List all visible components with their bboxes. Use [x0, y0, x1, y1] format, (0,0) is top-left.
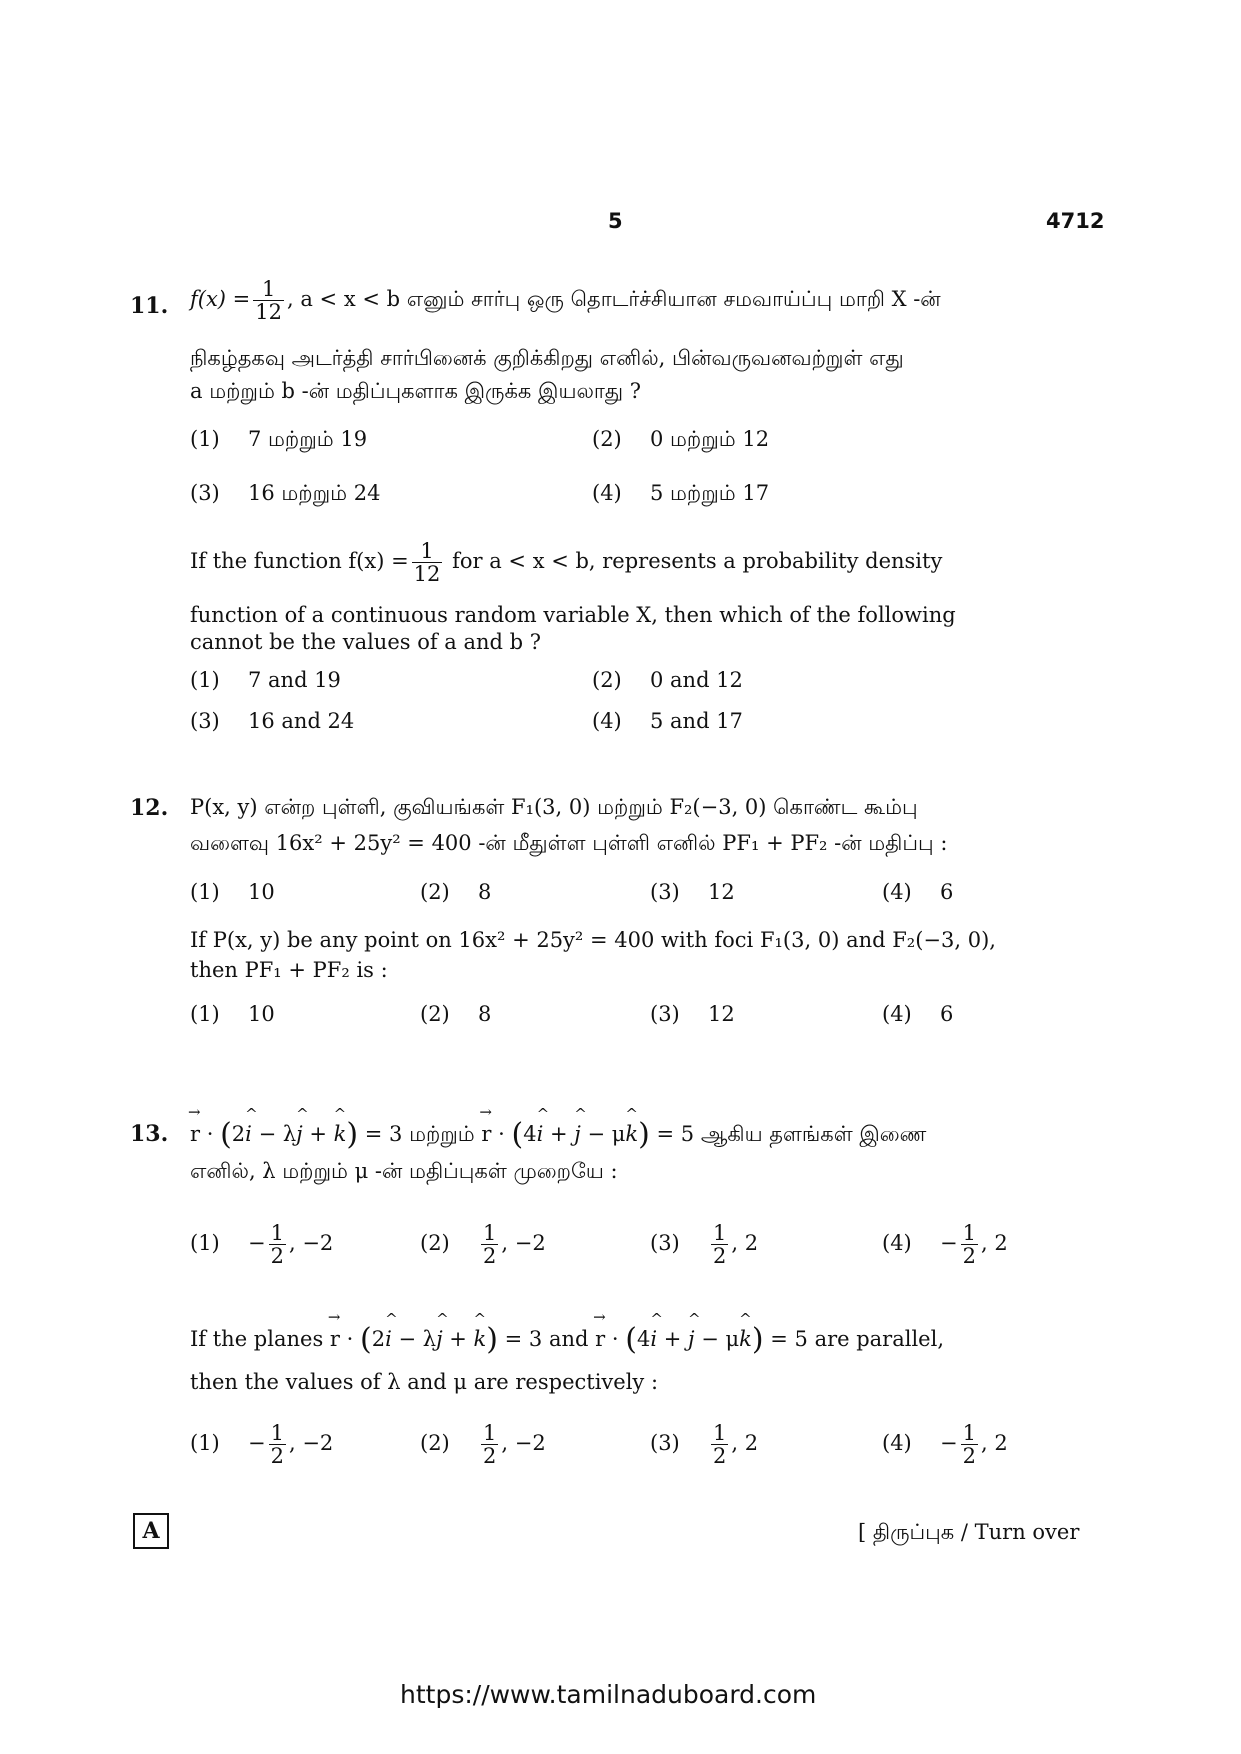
footer-url[interactable]: https://www.tamilnaduboard.com [400, 1680, 817, 1709]
q12-ta-option-4[interactable]: (4) 6 [882, 880, 954, 904]
q12-en-option-2[interactable]: (2) 8 [420, 1002, 492, 1026]
q12-tamil-line1: P(x, y) என்ற புள்ளி, குவியங்கள் F₁(3, 0) மற்றும் F₂(−3, 0) கொண்ட கூம்பு [190, 795, 918, 819]
r-vector: → r [595, 1327, 605, 1351]
q11-en-cond: for a < x < b, represents a probability density [452, 549, 943, 574]
q12-ta-option-2[interactable]: (2) 8 [420, 880, 492, 904]
q11-en-lead: If the function f(x) = [190, 549, 409, 574]
q12-tamil-line2: வளைவு 16x² + 25y² = 400 -ன் மீதுள்ள புள்ளி எனில் PF₁ + PF₂ -ன் மதிப்பு : [190, 831, 948, 855]
q13-ta-option-1[interactable]: (1) − $\frac{1}{2}$ , −2 [190, 1221, 334, 1269]
q11-tamil-line1 [190, 278, 941, 323]
q12-ta-option-1[interactable]: (1) 10 [190, 880, 275, 904]
q11-en-fraction [412, 540, 443, 585]
q11-english-line1 [190, 540, 1055, 585]
q13-ta-option-4[interactable]: (4) − $\frac{1}{2}$ , 2 [882, 1221, 1008, 1269]
page-number: 5 [608, 209, 623, 233]
q13-tamil-line2: எனில், λ மற்றும் μ -ன் மதிப்புகள் முறையே : [190, 1159, 618, 1183]
frac-denominator: 12 [255, 300, 283, 325]
q13-ta-mid: மற்றும் [409, 1122, 475, 1146]
question-11-number: 11. [130, 293, 169, 319]
q11-ta-option-2[interactable]: (2) 0 மற்றும் 12 [592, 427, 770, 451]
q13-ta-tail: ஆகிய தளங்கள் இணை [700, 1122, 927, 1146]
q12-en-option-4[interactable]: (4) 6 [882, 1002, 954, 1026]
q13-english-line1: If the planes → r · (2^ i − λ^ j + ^ k) = 3 and → r · (4^ i + ^ j − μ^ k) = 5 are parallel, [190, 1322, 944, 1357]
r-vector: → r [481, 1122, 491, 1146]
frac-numerator: 1 [253, 278, 284, 301]
q13-ta-option-3[interactable]: (3) $\frac{1}{2}$ , 2 [650, 1221, 759, 1269]
booklet-series-box: A [133, 1513, 169, 1549]
q13-en-option-4[interactable]: (4) − $\frac{1}{2}$ , 2 [882, 1421, 1008, 1469]
question-12-number: 12. [130, 795, 169, 821]
q11-ta-fraction [253, 278, 284, 323]
q12-ta-option-3[interactable]: (3) 12 [650, 880, 735, 904]
q11-tamil-line3: a மற்றும் b -ன் மதிப்புகளாக இருக்க இயலாது ? [190, 379, 641, 403]
question-13-number: 13. [130, 1121, 169, 1147]
q12-english-line2: then PF₁ + PF₂ is : [190, 958, 388, 982]
q13-en-option-1[interactable]: (1) − $\frac{1}{2}$ , −2 [190, 1421, 334, 1469]
q11-en-option-4[interactable]: (4) 5 and 17 [592, 709, 743, 733]
q11-en-option-2[interactable]: (2) 0 and 12 [592, 668, 743, 692]
frac-numerator: 1 [412, 540, 443, 563]
q13-en-option-3[interactable]: (3) $\frac{1}{2}$ , 2 [650, 1421, 759, 1469]
q11-english-line3: cannot be the values of a and b ? [190, 630, 542, 654]
paper-code: 4712 [1046, 209, 1105, 233]
q13-ta-option-2[interactable]: (2) $\frac{1}{2}$ , −2 [420, 1221, 546, 1269]
q13-en-mid: and [548, 1327, 589, 1351]
q11-tamil-line2: நிகழ்தகவு அடர்த்தி சார்பினைக் குறிக்கிறது எனில், பின்வருவனவற்றுள் எது [190, 346, 904, 370]
r-vector: → r [330, 1327, 340, 1351]
q13-english-line2: then the values of λ and μ are respectively : [190, 1370, 659, 1394]
q11-en-option-1[interactable]: (1) 7 and 19 [190, 668, 341, 692]
frac-denominator: 12 [413, 562, 441, 587]
q13-tamil-line1: → r · (2^ i − λ^ j + ^ k) = 3 மற்றும் → r · (4^ i + ^ j − μ^ k) = 5 ஆகிய தளங்கள் இணை [190, 1117, 926, 1152]
q12-english-line1: If P(x, y) be any point on 16x² + 25y² = 400 with foci F₁(3, 0) and F₂(−3, 0), [190, 928, 996, 952]
q11-en-option-3[interactable]: (3) 16 and 24 [190, 709, 355, 733]
q11-ta-option-1[interactable]: (1) 7 மற்றும் 19 [190, 427, 368, 451]
turn-over-note: [ திருப்புக / Turn over [858, 1520, 1080, 1544]
q12-en-option-1[interactable]: (1) 10 [190, 1002, 275, 1026]
q11-ta-option-3[interactable]: (3) 16 மற்றும் 24 [190, 481, 381, 505]
q11-ta-lead: f(x) = [190, 287, 251, 312]
q13-en-option-2[interactable]: (2) $\frac{1}{2}$ , −2 [420, 1421, 546, 1469]
r-vector: → r [190, 1122, 200, 1146]
q11-english-line2: function of a continuous random variable X, then which of the following [190, 603, 956, 627]
q11-ta-cond: , a < x < b எனும் சார்பு ஒரு தொடர்ச்சியான சமவாய்ப்பு மாறி X -ன் [287, 287, 941, 312]
q13-en-lead: If the planes [190, 1327, 324, 1351]
q11-ta-option-4[interactable]: (4) 5 மற்றும் 17 [592, 481, 770, 505]
q12-en-option-3[interactable]: (3) 12 [650, 1002, 735, 1026]
q13-en-tail: are parallel, [814, 1327, 944, 1351]
